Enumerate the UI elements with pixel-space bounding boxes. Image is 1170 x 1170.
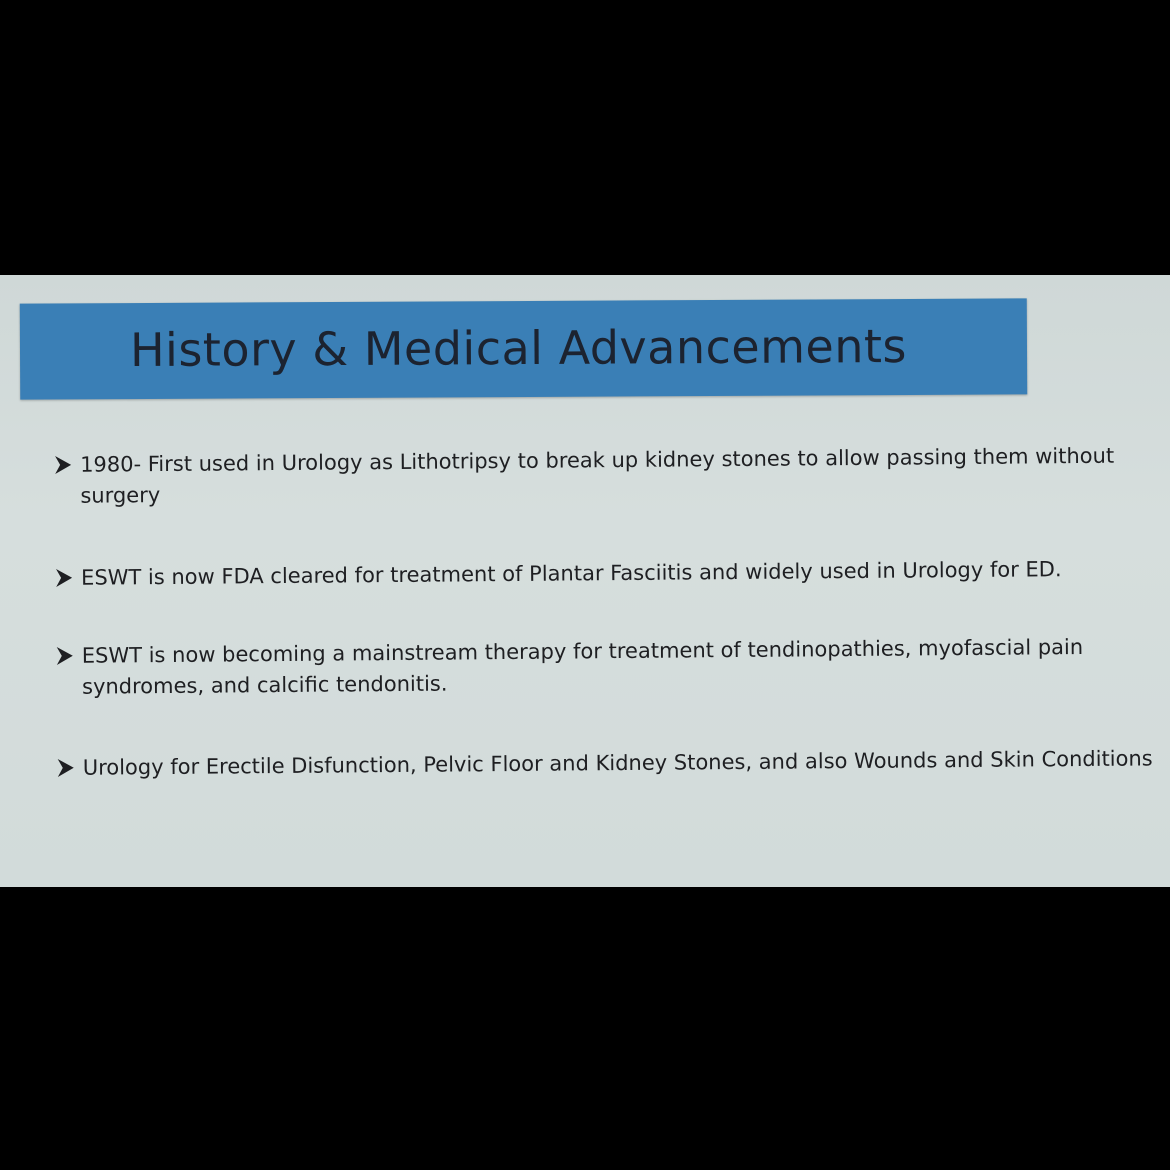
printed-slide-page bbox=[0, 275, 1170, 887]
bullet-item bbox=[51, 553, 1161, 594]
title-banner bbox=[20, 298, 1027, 399]
arrowhead-bullet-icon bbox=[54, 455, 72, 475]
bullet-item bbox=[52, 631, 1162, 703]
bullet-text: ESWT is now becoming a mainstream therapy for treatment of tendinopathies, myofascial pain syndromes, and calcific tendonitis. bbox=[81, 634, 1084, 699]
arrowhead-bullet-icon bbox=[56, 646, 74, 666]
slide-title: History & Medical Advancements bbox=[129, 318, 908, 378]
bullet-text: 1980- First used in Urology as Lithotripsy to break up kidney stones to allow passing them without surgery bbox=[80, 443, 1115, 508]
bullet-text: ESWT is now FDA cleared for treatment of Plantar Fasciitis and widely used in Urology for ED. bbox=[81, 557, 1062, 590]
bullet-text: Urology for Erectile Disfunction, Pelvic Floor and Kidney Stones, and also Wounds and Skin Conditions bbox=[82, 746, 1153, 780]
bullet-list bbox=[50, 440, 1163, 835]
arrowhead-bullet-icon bbox=[57, 758, 75, 778]
bullet-item bbox=[50, 440, 1160, 512]
arrowhead-bullet-icon bbox=[55, 568, 73, 588]
bullet-item bbox=[53, 743, 1163, 784]
